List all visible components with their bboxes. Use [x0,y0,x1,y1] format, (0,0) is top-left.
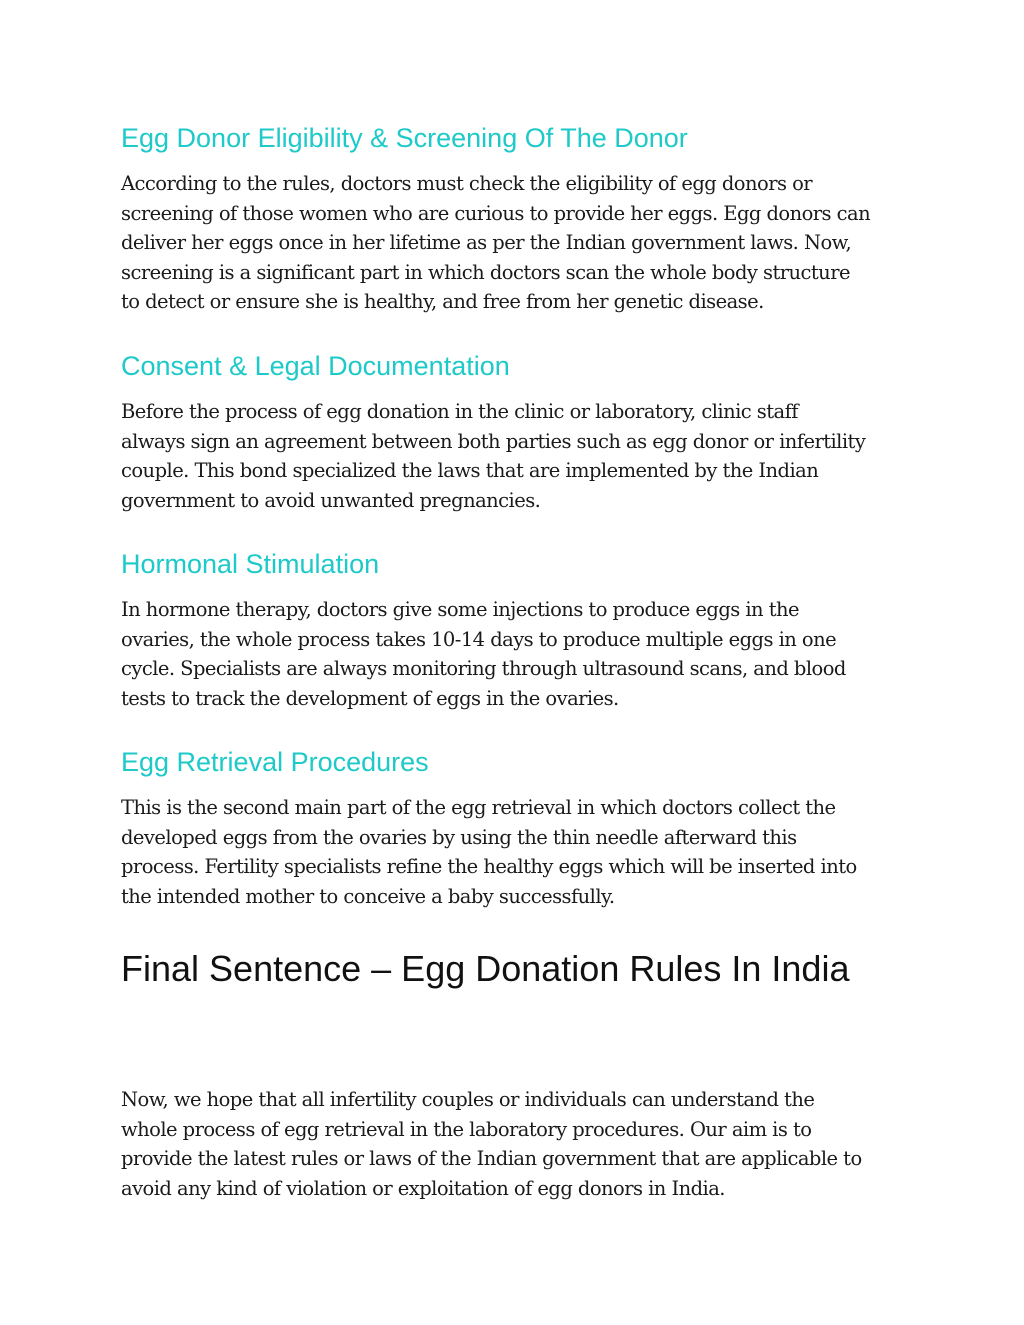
section-heading-hormonal: Hormonal Stimulation [121,549,380,579]
body-line: This is the second main part of the egg retrieval in which doctors collect the [121,796,836,819]
final-body [121,1085,862,1203]
body-line: government to avoid unwanted pregnancies. [121,488,541,512]
final-heading: Final Sentence – Egg Donation Rules In India [121,948,850,989]
body-line: always sign an agreement between both parties such as egg donor or infertility [121,429,866,453]
section-body-consent [121,397,865,515]
body-line: According to the rules, doctors must check the eligibility of egg donors or [121,172,813,195]
body-line: Now, we hope that all infertility couples or individuals can understand the [121,1088,815,1111]
section-heading-retrieval: Egg Retrieval Procedures [121,747,429,777]
section-heading-eligibility: Egg Donor Eligibility & Screening Of The Donor [121,123,688,153]
body-line: avoid any kind of violation or exploitation of egg donors in India. [121,1176,725,1200]
section-body-eligibility [121,169,870,317]
body-line: Before the process of egg donation in the clinic or laboratory, clinic staff [121,400,798,423]
body-line: In hormone therapy, doctors give some injections to produce eggs in the [121,598,799,621]
body-line: process. Fertility specialists refine the healthy eggs which will be inserted into [121,855,857,879]
body-line: developed eggs from the ovaries by using the thin needle afterward this [121,825,797,849]
body-line: whole process of egg retrieval in the laboratory procedures. Our aim is to [121,1117,812,1141]
section-heading-consent: Consent & Legal Documentation [121,351,510,381]
body-line: cycle. Specialists are always monitoring through ultrasound scans, and blood [121,657,846,681]
section-body-retrieval [121,793,857,911]
body-line: tests to track the development of eggs in the ovaries. [121,686,619,710]
section-body-hormonal [121,595,846,713]
body-line: deliver her eggs once in her lifetime as per the Indian government laws. Now, [121,231,852,255]
body-line: couple. This bond specialized the laws that are implemented by the Indian [121,459,819,483]
body-line: screening of those women who are curious to provide her eggs. Egg donors can [121,201,871,225]
body-line: the intended mother to conceive a baby successfully. [121,884,615,908]
body-line: screening is a significant part in which doctors scan the whole body structure [121,260,850,284]
body-line: provide the latest rules or laws of the Indian government that are applicable to [121,1147,862,1171]
body-line: ovaries, the whole process takes 10-14 days to produce multiple eggs in one [121,627,837,651]
body-line: to detect or ensure she is healthy, and free from her genetic disease. [121,290,764,314]
